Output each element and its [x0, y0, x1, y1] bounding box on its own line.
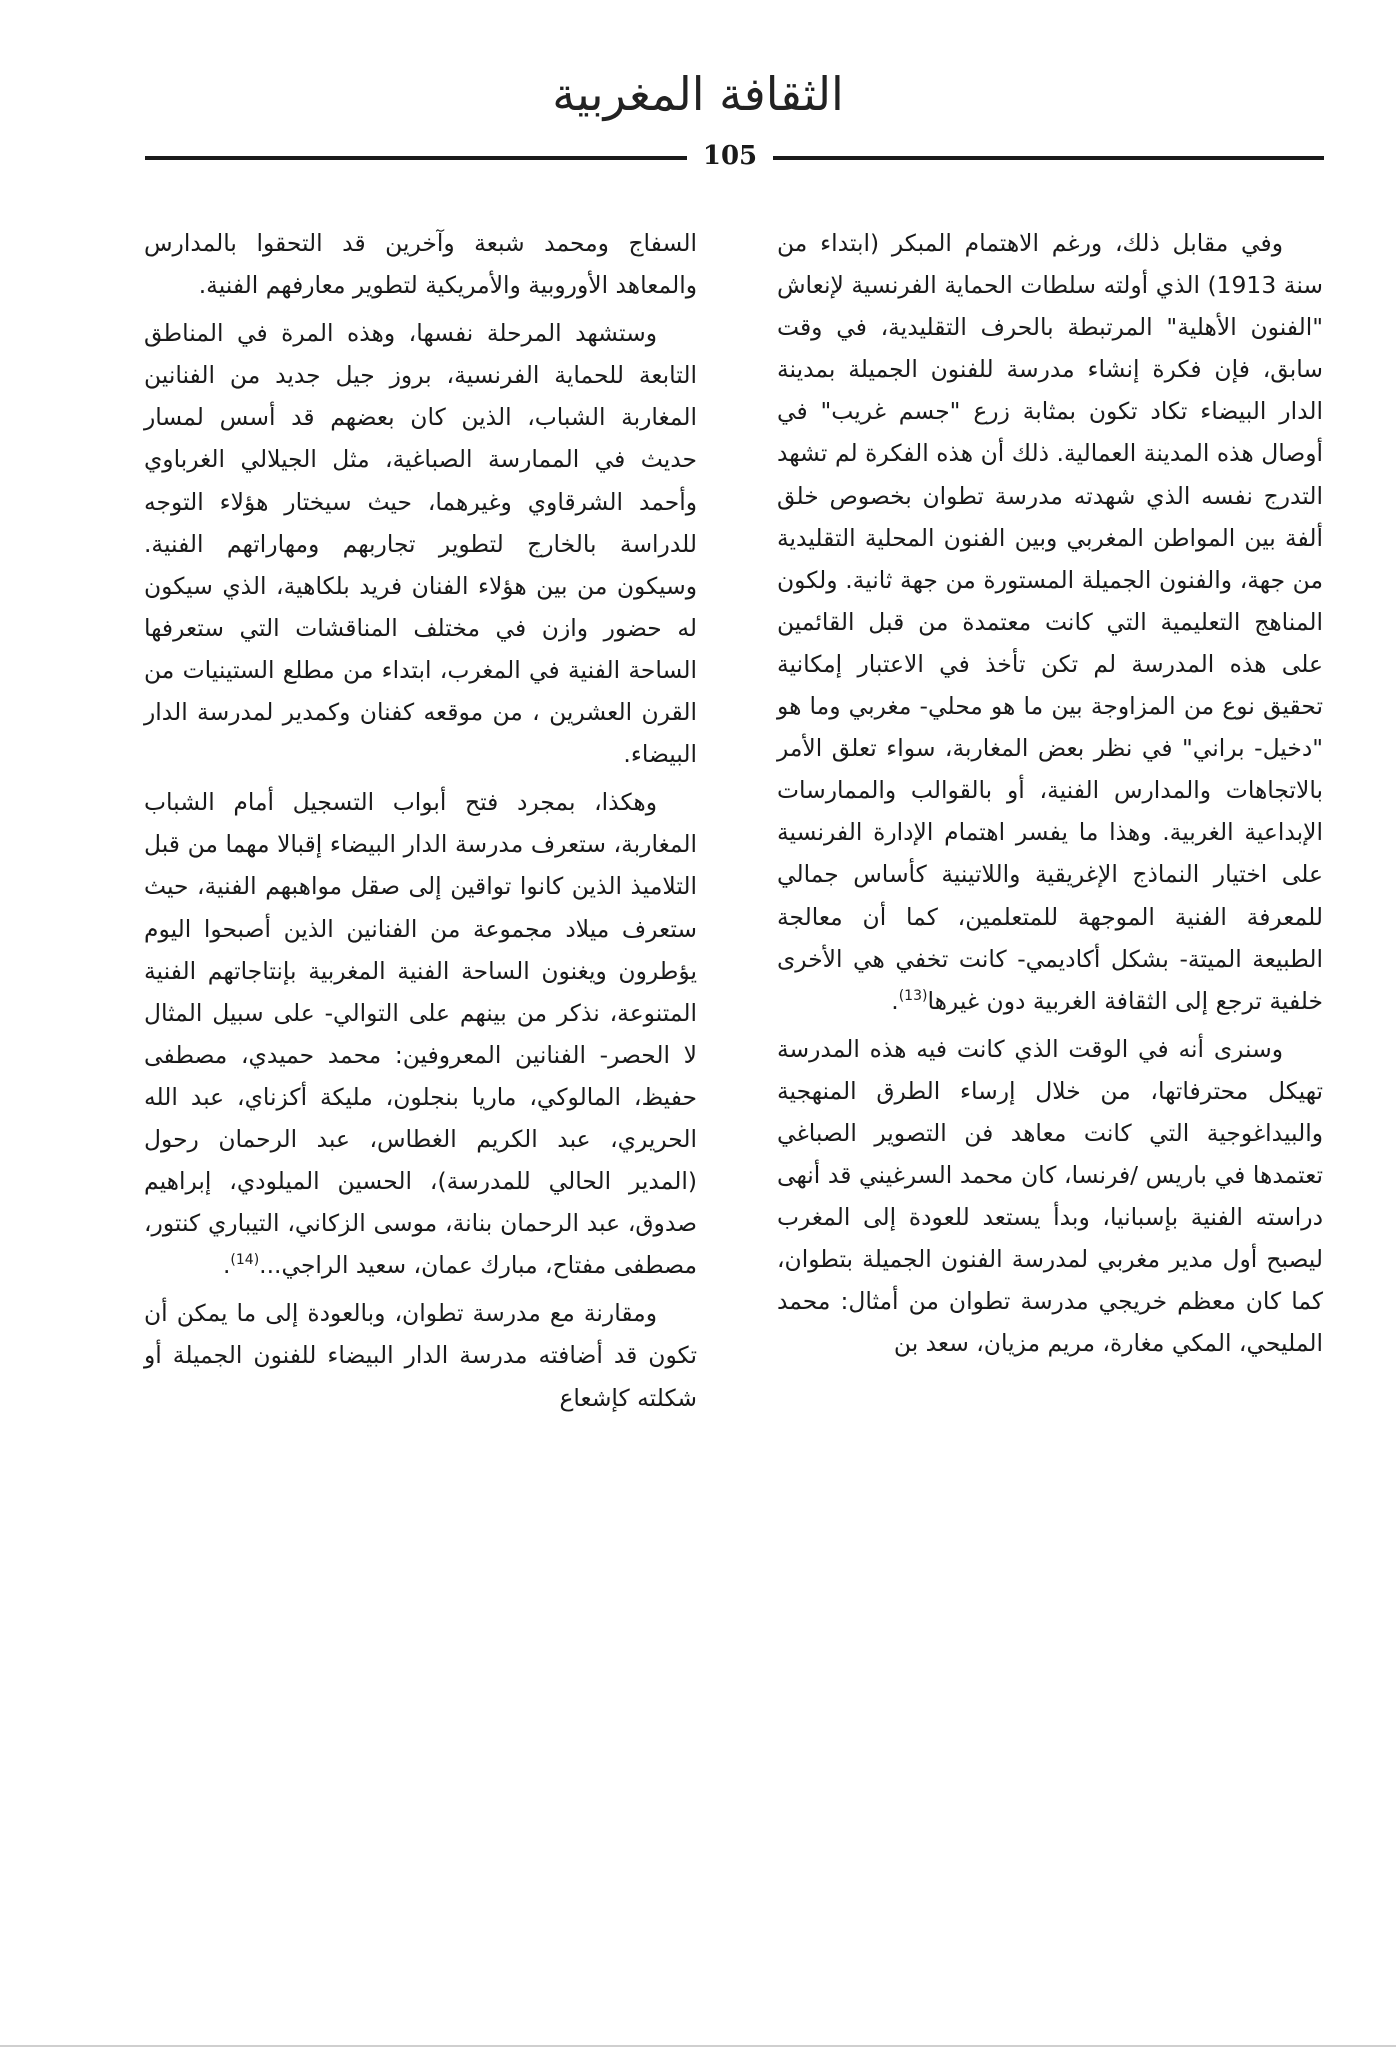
header-rule-right — [773, 156, 1324, 160]
paragraph — [144, 781, 697, 1286]
paragraph-text: وفي مقابل ذلك، ورغم الاهتمام المبكر (ابتداء من سنة 1913) الذي أولته سلطات الحماية الفرنسية لإنعاش "الفنون الأهلية" المرتبطة بالحرف التقليدية، في وقت سابق، فإن فكرة إنشاء مدرسة للفنون الجميلة بمدينة الدار البيضاء تكاد تكون بمثابة زرع "جسم غريب" في أوصال هذه المدينة العمالية. ذلك أن هذه الفكرة لم تشهد التدرج نفسه الذي شهدته مدرسة تطوان بخصوص خلق ألفة بين المواطن المغربي وبين الفنون المحلية التقليدية من جهة، والفنون الجميلة المستورة من جهة ثانية. ولكون المناهج التعليمية التي كانت معتمدة من قبل القائمين على هذه المدرسة لم تكن تأخذ في الاعتبار إمكانية تحقيق نوع من المزاوجة بين ما هو محلي- مغربي وما هو "دخيل- براني" في نظر بعض المغاربة، سواء تعلق الأمر بالاتجاهات والمدارس الفنية، أو بالقوالب والممارسات الإبداعية الغربية. وهذا ما يفسر اهتمام الإدارة الفرنسية على اختيار النماذج الإغريقية واللاتينية كأساس جمالي للمعرفة الفنية الموجهة للمتعلمين، كما أن معالجة الطبيعة الميتة- بشكل أكاديمي- كانت تخفي هي الأخرى خلفية ترجع إلى الثقافة الغربية دون غيرها — [777, 229, 1323, 1015]
paragraph-text: السفاج ومحمد شبعة وآخرين قد التحقوا بالمدارس والمعاهد الأوروبية والأمريكية لتطوير معارفهم الفنية. — [144, 229, 697, 300]
page-bottom-edge — [0, 2045, 1396, 2047]
paragraph — [144, 312, 697, 775]
paragraph-trail: . — [222, 1251, 231, 1280]
header-rule-left — [145, 156, 687, 160]
paragraph — [777, 222, 1323, 1022]
article-column-left — [144, 222, 697, 1425]
paragraph-trail: . — [891, 986, 899, 1015]
paragraph-text: وسنرى أنه في الوقت الذي كانت فيه هذه المدرسة تهيكل محترفاتها، من خلال إرساء الطرق المنهجية والبيداغوجية التي كانت معاهد فن التصوير الصباغي تعتمدها في باريس /فرنسا، كان محمد السرغيني قد أنهى دراسته الفنية بإسبانيا، وبدأ يستعد للعودة إلى المغرب ليصبح أول مدير مغربي لمدرسة الفنون الجميلة بتطوان، كما كان معظم خريجي مدرسة تطوان من أمثال: محمد المليحي، المكي مغارة، مريم مزيان، سعد بن — [777, 1034, 1323, 1358]
page-number: 105 — [702, 141, 758, 171]
paragraph — [144, 1292, 697, 1418]
article-column-right — [777, 222, 1323, 1371]
paragraph-text: ومقارنة مع مدرسة تطوان، وبالعودة إلى ما يمكن أن تكون قد أضافته مدرسة الدار البيضاء للفنون الجميلة أو شكلته كإشعاع — [144, 1299, 697, 1412]
paragraph — [144, 222, 697, 306]
footnote-ref: (14) — [230, 1252, 260, 1269]
paragraph-text: وستشهد المرحلة نفسها، وهذه المرة في المناطق التابعة للحماية الفرنسية، بروز جيل جديد من الفنانين المغاربة الشباب، الذين كان بعضهم قد أسس لمسار حديث في الممارسة الصباغية، مثل الجيلالي الغرباوي وأحمد الشرقاوي وغيرهما، حيث سيختار هؤلاء التوجه للدراسة بالخارج لتطوير تجاربهم ومهاراتهم الفنية. وسيكون من بين هؤلاء الفنان فريد بلكاهية، الذي سيكون له حضور وازن في مختلف المناقشات التي ستعرفها الساحة الفنية في المغرب، ابتداء من مطلع الستينيات من القرن العشرين ، من موقعه كفنان وكمدير لمدرسة الدار البيضاء. — [144, 319, 697, 769]
journal-title: الثقافة المغربية — [552, 67, 844, 121]
paragraph — [777, 1028, 1323, 1365]
paragraph-text: وهكذا، بمجرد فتح أبواب التسجيل أمام الشباب المغاربة، ستعرف مدرسة الدار البيضاء إقبالا مهما من قبل التلاميذ الذين كانوا تواقين إلى صقل مواهبهم الفنية، حيث ستعرف ميلاد مجموعة من الفنانين الذين أصبحوا اليوم يؤطرون ويغنون الساحة الفنية المغربية بإنتاجاتهم الفنية المتنوعة، نذكر من بينهم على التوالي- على سبيل المثال لا الحصر- الفنانين المعروفين: محمد حميدي، مصطفى حفيظ، المالوكي، ماريا بنجلون، مليكة أكزناي، عبد الله الحريري، عبد الكريم الغطاس، عبد الرحمان رحول (المدير الحالي للمدرسة)، الحسين الميلودي، إبراهيم صدوق، عبد الرحمان بنانة، موسى الزكاني، التيباري كنتور، مصطفى مفتاح، مبارك عمان، سعيد الراجي... — [144, 788, 697, 1280]
footnote-ref: (13) — [898, 987, 928, 1004]
